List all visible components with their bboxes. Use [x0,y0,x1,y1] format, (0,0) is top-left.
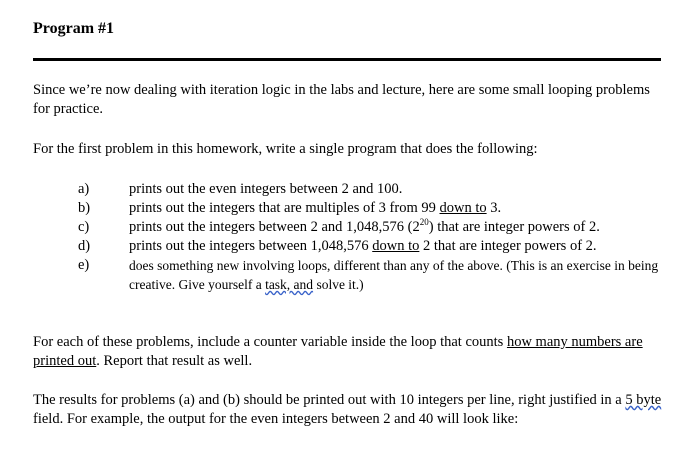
list-item [78,180,668,199]
text-run: The results for problems (a) and (b) should be printed out with 10 integers per line, right justified in a [33,392,626,408]
underlined-text: down to [372,238,420,254]
text-run: 2 that are integer powers of 2. [419,238,597,254]
text-run: prints out the integers between 2 and 1,048,576 (2 [129,219,420,235]
text-run: For each of these problems, include a counter variable inside the loop that counts [33,334,507,350]
list-item [78,199,668,218]
list-item-label: d) [78,238,91,254]
superscript: 20 [419,217,429,228]
underlined-text: down to [439,200,487,216]
list-item [78,256,668,294]
text-run: prints out the integers that are multiples of 3 from 99 [129,200,440,216]
text-run: . Report that result as well. [96,353,253,369]
list-item-label: e) [78,257,90,273]
list-item-text: prints out the even integers between 2 and 100. [129,181,403,197]
text-run: does something new involving loops, different than any of the above. (This is an exercise in being creative. Give yourself a [129,258,659,292]
spellcheck-underlined-text: 5 byte [625,392,662,408]
task-intro-paragraph: For the first problem in this homework, write a single program that does the following: [33,141,538,157]
counter-paragraph [33,333,663,371]
page-title: Program #1 [33,20,115,37]
list-item-label: b) [78,200,91,216]
list-item-text [129,218,669,237]
list-item [78,237,668,256]
underlined-text: how many numbers are printed out [33,334,643,369]
text-run: field. For example, the output for the even integers between 2 and 40 will look like: [33,411,519,427]
list-item-text [129,256,669,294]
heading-divider [33,58,661,61]
text-run: ) that are integer powers of 2. [428,219,600,235]
results-paragraph [33,391,663,429]
list-item-label: a) [78,181,90,197]
requirements-list [78,180,668,294]
text-run: prints out the integers between 1,048,576 [129,238,373,254]
spellcheck-underlined-text: task, and [265,277,314,292]
text-run: solve it.) [313,277,364,292]
list-item-label: c) [78,219,90,235]
intro-paragraph: Since we’re now dealing with iteration logic in the labs and lecture, here are some small looping problems for practice. [33,82,650,117]
list-item-text [129,199,669,218]
list-item [78,218,668,237]
text-run: 3. [486,200,502,216]
list-item-text [129,237,669,256]
